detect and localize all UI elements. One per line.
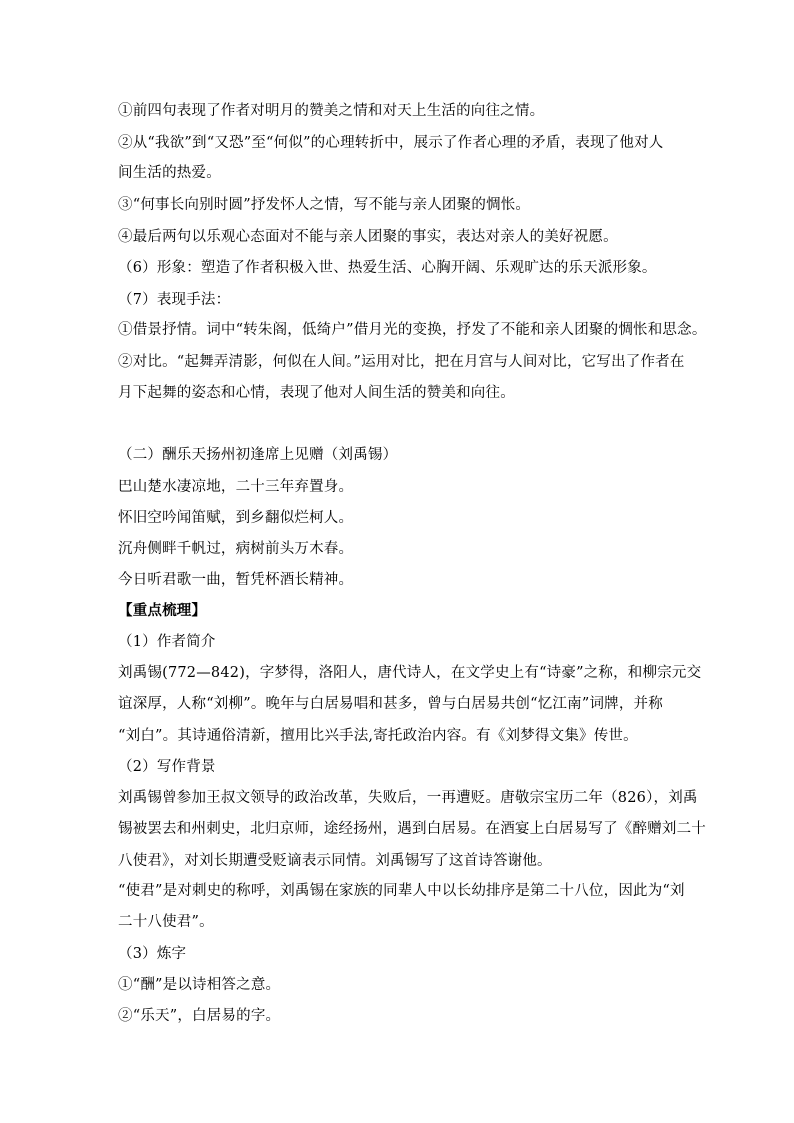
section-heading: （1）作者简介 xyxy=(118,634,216,650)
section-heading: （7）表现手法： xyxy=(118,292,231,308)
text-line: ①借景抒情。词中“转朱阁，低绮户”借月光的变换，抒发了不能和亲人团聚的惆怅和思念。 xyxy=(118,322,707,338)
section-heading: （3）炼字 xyxy=(118,946,187,962)
text-line: ④最后两句以乐观心态面对不能与亲人团聚的事实，表达对亲人的美好祝愿。 xyxy=(118,229,618,245)
text-line: 刘禹锡曾参加王叔文领导的政治改革，失败后，一再遭贬。唐敬宗宝历二年（826），刘禹 xyxy=(118,790,698,806)
poem-line: 怀旧空吟闻笛赋，到乡翻似烂柯人。 xyxy=(118,510,354,526)
text-line: ①前四句表现了作者对明月的赞美之情和对天上生活的向往之情。 xyxy=(118,103,545,119)
poem-line: 今日听君歌一曲，暂凭杯酒长精神。 xyxy=(118,572,354,588)
text-line: 月下起舞的姿态和心情，表现了他对人间生活的赞美和向往。 xyxy=(118,385,515,401)
text-line: “刘白”。其诗通俗清新，擅用比兴手法,寄托政治内容。有《刘梦得文集》传世。 xyxy=(118,728,638,744)
text-line: ②对比。“起舞弄清影，何似在人间。”运用对比，把在月宫与人间对比，它写出了作者在 xyxy=(118,354,685,370)
text-line: ③“何事长向别时圆”抒发怀人之情，写不能与亲人团聚的惆怅。 xyxy=(118,197,531,213)
poem-title: （二）酬乐天扬州初逢席上见赠（刘禹锡） xyxy=(118,447,398,463)
key-points-heading: 【重点梳理】 xyxy=(118,602,207,619)
text-line: “使君”是对刺史的称呼，刘禹锡在家族的同辈人中以长幼排序是第二十八位，因此为“刘 xyxy=(118,883,685,899)
text-line: 锡被罢去和州刺史，北归京师，途经扬州，遇到白居易。在酒宴上白居易写了《醉赠刘二十 xyxy=(118,821,706,837)
text-line: ①“酬”是以诗相答之意。 xyxy=(118,977,281,993)
text-line: ②“乐天”，白居易的字。 xyxy=(118,1008,281,1024)
text-line: 间生活的热爱。 xyxy=(118,165,221,181)
text-line: 二十八使君”。 xyxy=(118,914,214,930)
text-line: 八使君》，对刘长期遭受贬谪表示同情。刘禹锡写了这首诗答谢他。 xyxy=(118,853,552,869)
poem-line: 沉舟侧畔千帆过，病树前头万木春。 xyxy=(118,541,354,557)
text-line: 谊深厚，人称“刘柳”。晚年与白居易唱和甚多，曾与白居易共创“忆江南”词牌，并称 xyxy=(118,696,663,712)
section-heading: （2）写作背景 xyxy=(118,759,216,775)
text-line: 刘禹锡(772—842)，字梦得，洛阳人，唐代诗人，在文学史上有“诗豪”之称，和柳宗元交 xyxy=(118,665,702,681)
text-line: ②从“我欲”到“又恐”至“何似”的心理转折中，展示了作者心理的矛盾，表现了他对人 xyxy=(118,135,664,151)
text-line: （6）形象：塑造了作者积极入世、热爱生活、心胸开阔、乐观旷达的乐天派形象。 xyxy=(118,260,657,276)
poem-line: 巴山楚水凄凉地，二十三年弃置身。 xyxy=(118,479,354,495)
